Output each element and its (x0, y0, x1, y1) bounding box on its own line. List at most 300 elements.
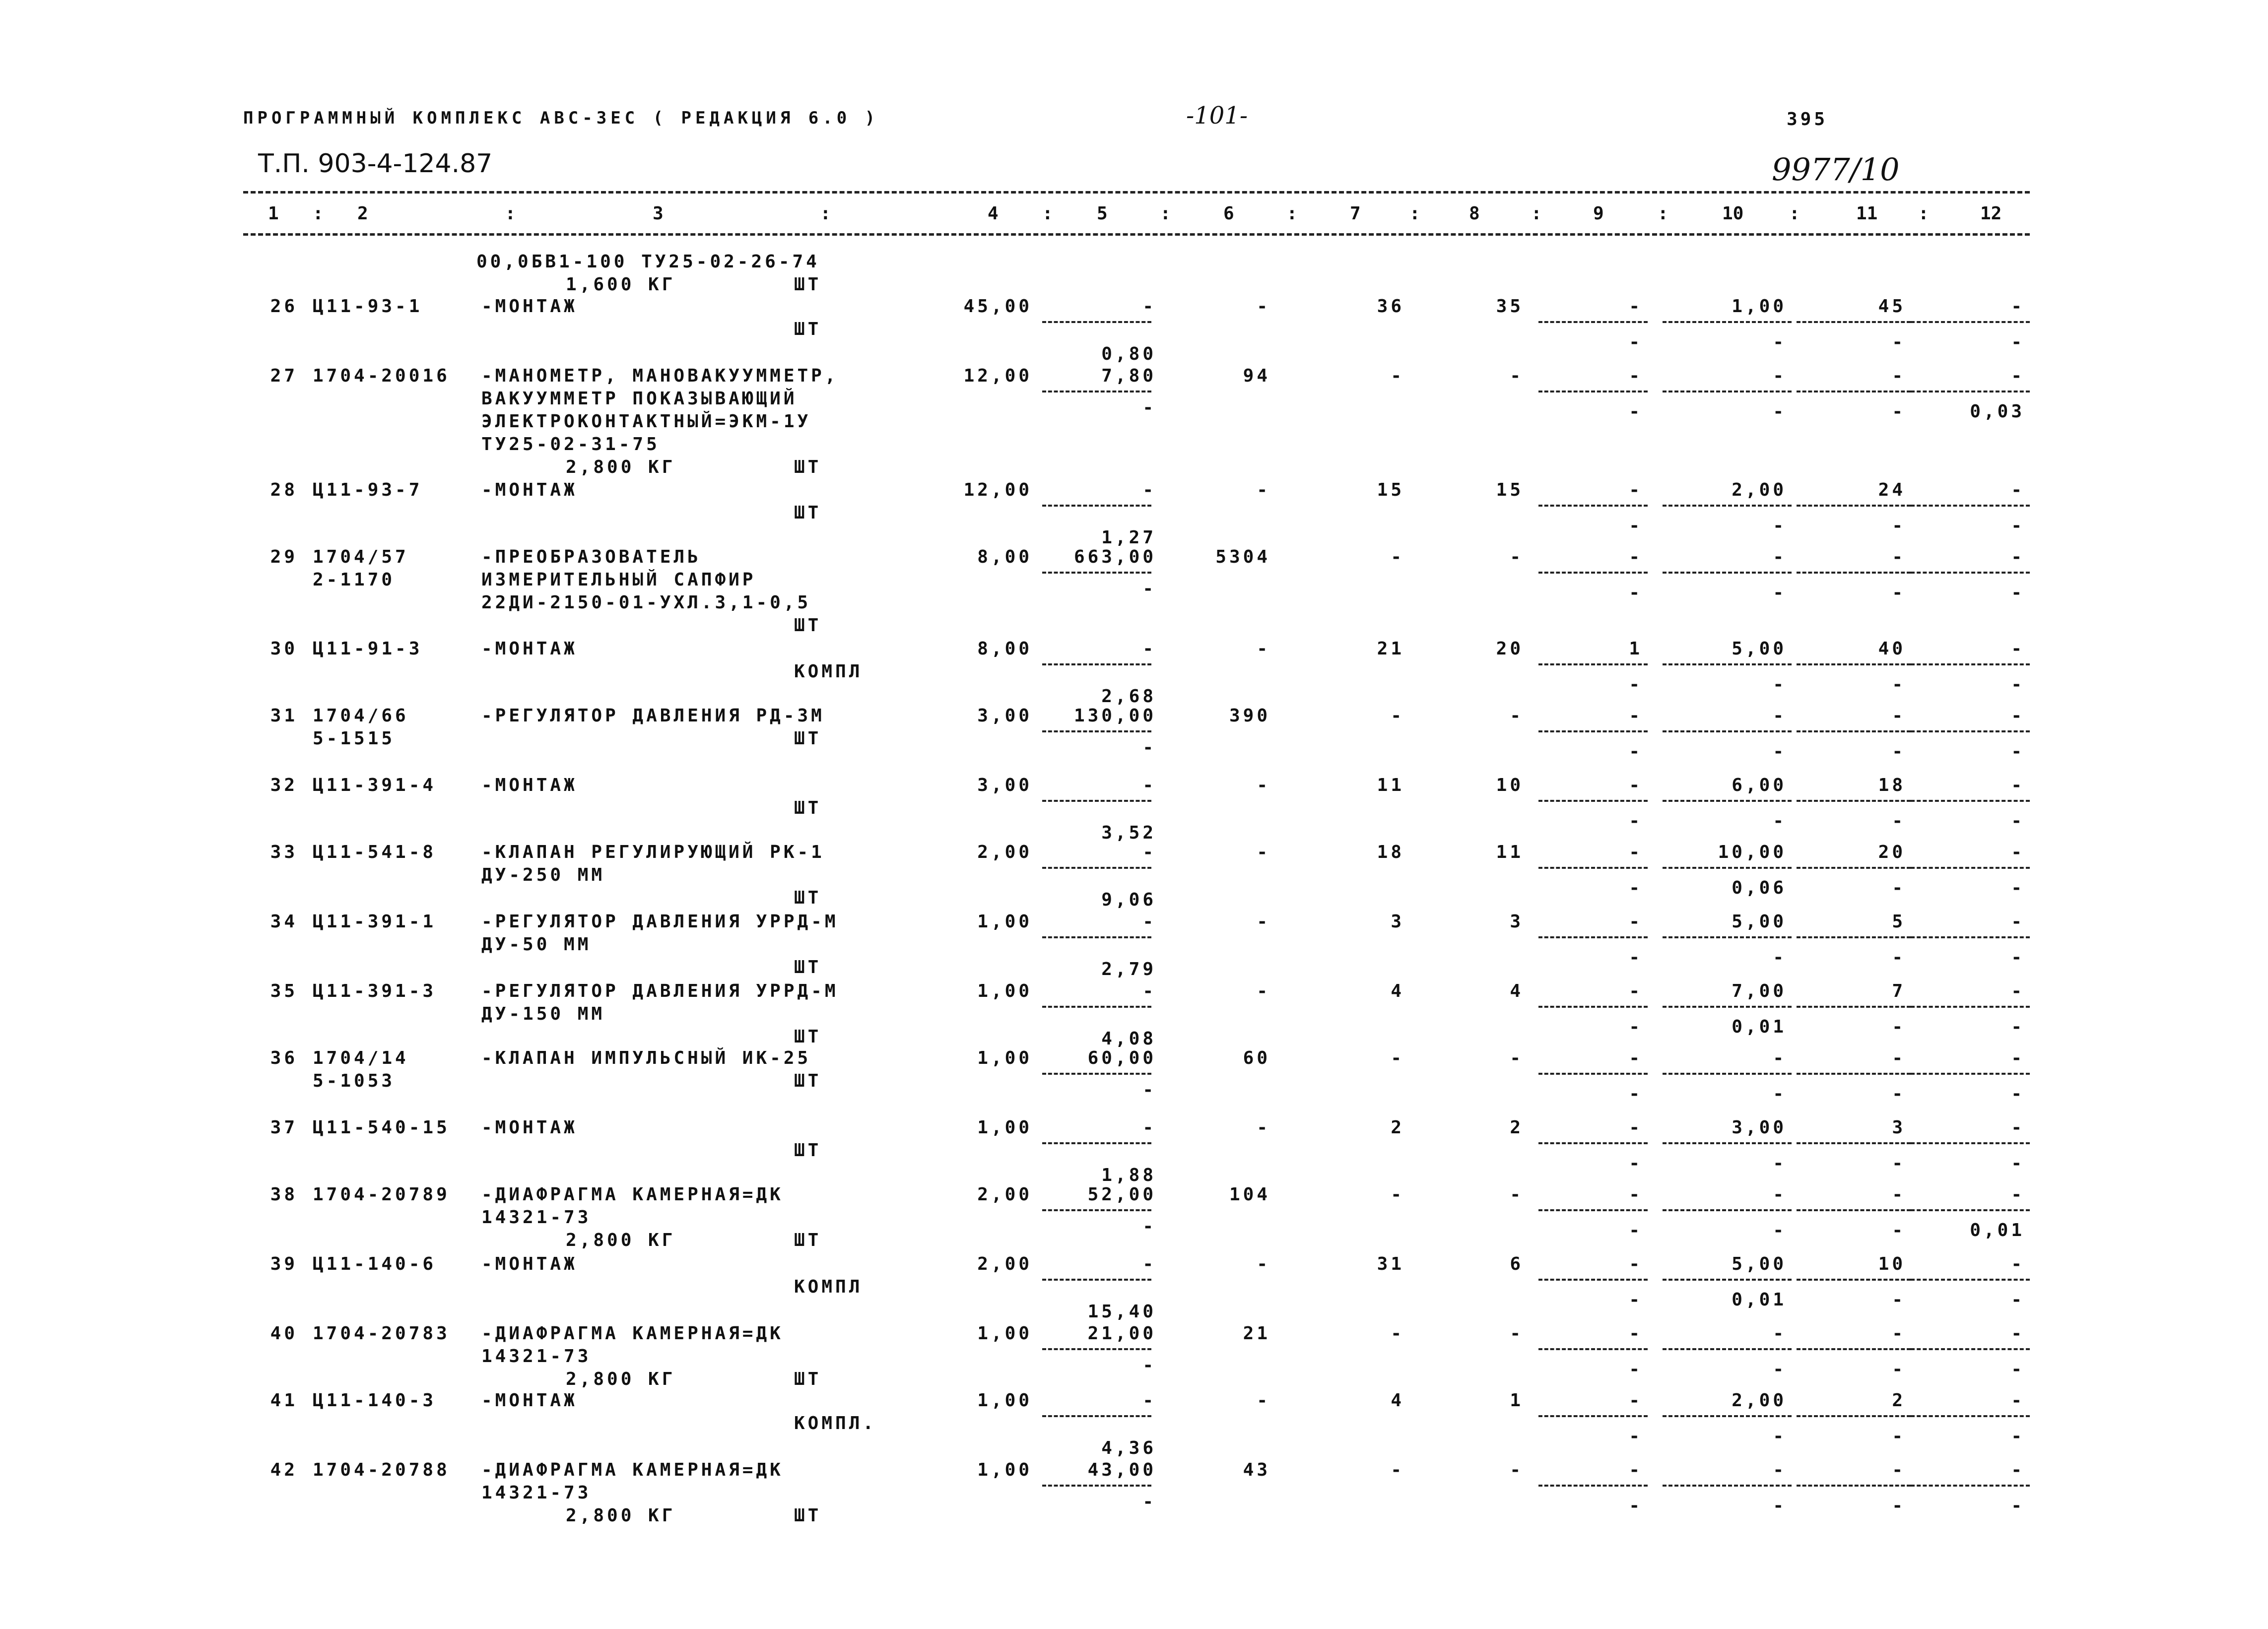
col5-value: 52,00 (1087, 1184, 1156, 1205)
col6-value: - (1257, 1254, 1270, 1274)
position-code: Ц11-140-3 (313, 1390, 437, 1411)
quantity: 8,00 (977, 547, 1032, 567)
c12-value-lower: - (2011, 674, 2025, 695)
cell-separator (1797, 1348, 1911, 1350)
quantity: 12,00 (963, 480, 1032, 500)
c12-value: - (2011, 842, 2025, 862)
c9-value-lower: - (1629, 1220, 1643, 1240)
row-number: 41 (270, 1390, 298, 1411)
column-number: 8 (1469, 203, 1480, 224)
col5-value-lower: - (1142, 579, 1156, 599)
cell-separator (1797, 936, 1911, 938)
c9-value-lower: - (1629, 1017, 1643, 1037)
c10-value: 1,00 (1732, 296, 1787, 317)
position-code-secondary: 5-1053 (313, 1071, 396, 1091)
c10-value-lower: - (1773, 674, 1787, 695)
position-code: Ц11-93-1 (313, 296, 423, 317)
quantity: 1,00 (977, 1117, 1032, 1138)
column-separator: : (820, 203, 831, 224)
col6-value: - (1257, 912, 1270, 932)
col5-value-lower: 2,68 (1101, 686, 1156, 707)
item-name-line: ДУ-150 ММ (481, 1004, 605, 1024)
row-number: 37 (270, 1117, 298, 1138)
c10-value: - (1773, 547, 1787, 567)
cell-separator (1042, 321, 1151, 323)
c9-value-lower: - (1629, 1496, 1643, 1516)
cell-separator (1911, 1073, 2030, 1075)
cell-separator (1797, 1006, 1911, 1008)
c12-value: - (2011, 547, 2025, 567)
col7-value: 3 (1391, 912, 1404, 932)
cell-separator (1663, 1279, 1792, 1281)
cell-separator (1538, 391, 1648, 392)
row-number: 39 (270, 1254, 298, 1274)
col5-value: 21,00 (1087, 1323, 1156, 1344)
item-name-line: ИЗМЕРИТЕЛЬНЫЙ САПФИР (481, 570, 756, 590)
c11-value: 18 (1878, 775, 1906, 795)
cell-separator (1663, 1006, 1792, 1008)
item-name-line: -МАНОМЕТР, МАНОВАКУУММЕТР, (481, 366, 839, 386)
row-number: 36 (270, 1048, 298, 1068)
cell-separator (1797, 800, 1911, 802)
item-name-line: 14321-73 (481, 1483, 592, 1503)
item-name-line: 2,800 КГ (566, 1505, 676, 1526)
cell-separator (1911, 1209, 2030, 1211)
col5-value-lower: - (1142, 737, 1156, 758)
cell-separator (1538, 505, 1648, 507)
col7-value: - (1391, 547, 1404, 567)
c9-value: - (1629, 1048, 1643, 1068)
col5-value: - (1142, 1390, 1156, 1411)
c9-value-lower: - (1629, 1084, 1643, 1104)
col8-value: - (1510, 706, 1524, 726)
cell-separator (1538, 1006, 1648, 1008)
col7-value: 2 (1391, 1117, 1404, 1138)
item-name-line: -МОНТАЖ (481, 775, 578, 795)
row-number: 27 (270, 366, 298, 386)
col5-value: - (1142, 1254, 1156, 1274)
c11-value: - (1892, 1048, 1906, 1068)
item-name-line: -МОНТАЖ (481, 480, 578, 500)
col5-value: - (1142, 1117, 1156, 1138)
cell-separator (1663, 505, 1792, 507)
col5-value-lower: 0,80 (1101, 344, 1156, 364)
item-name-line: ВАКУУММЕТР ПОКАЗЫВАЮЩИЙ (481, 389, 798, 409)
c10-value: - (1773, 1184, 1787, 1205)
cell-separator (1042, 800, 1151, 802)
c12-value: - (2011, 1254, 2025, 1274)
item-name-line: -ДИАФРАГМА КАМЕРНАЯ=ДК (481, 1323, 784, 1344)
column-separator: : (505, 203, 516, 224)
c12-value: - (2011, 366, 2025, 386)
c11-value-lower: - (1892, 332, 1906, 352)
cell-separator (1663, 1348, 1792, 1350)
col5-value: - (1142, 981, 1156, 1001)
row-number: 38 (270, 1184, 298, 1205)
c11-value-lower: - (1892, 1017, 1906, 1037)
c9-value-lower: - (1629, 878, 1643, 898)
col6-value: - (1257, 1117, 1270, 1138)
col8-value: 35 (1496, 296, 1524, 317)
cell-separator (1797, 1485, 1911, 1487)
col5-value-lower: 2,79 (1101, 959, 1156, 979)
cell-separator (1042, 663, 1151, 665)
quantity: 1,00 (977, 1323, 1032, 1344)
c10-value-lower: - (1773, 811, 1787, 831)
cell-separator (1797, 867, 1911, 869)
c11-value: - (1892, 547, 1906, 567)
item-name-line: -КЛАПАН ИМПУЛЬСНЫЙ ИК-25 (481, 1048, 811, 1068)
c9-value: - (1629, 775, 1643, 795)
column-number: 2 (357, 203, 368, 224)
col7-value: 31 (1377, 1254, 1404, 1274)
c9-value-lower: - (1629, 811, 1643, 831)
item-name-line: -РЕГУЛЯТОР ДАВЛЕНИЯ РД-3М (481, 706, 825, 726)
item-name-line: 14321-73 (481, 1207, 592, 1228)
cell-separator (1538, 1485, 1648, 1487)
c11-value: 24 (1878, 480, 1906, 500)
col8-value: 11 (1496, 842, 1524, 862)
quantity: 1,00 (977, 1390, 1032, 1411)
cell-separator (1042, 1209, 1151, 1211)
unit-of-measure: ШТ (794, 319, 822, 339)
col6-value: 60 (1243, 1048, 1270, 1068)
column-number: 6 (1223, 203, 1234, 224)
c9-value-lower: - (1629, 1290, 1643, 1310)
quantity: 45,00 (963, 296, 1032, 317)
cell-separator (1797, 663, 1911, 665)
c11-value: - (1892, 1323, 1906, 1344)
item-name-line: -ДИАФРАГМА КАМЕРНАЯ=ДК (481, 1460, 784, 1480)
position-code: Ц11-93-7 (313, 480, 423, 500)
project-code: Т.П. 903-4-124.87 (258, 149, 493, 179)
cell-separator (1663, 1209, 1792, 1211)
c12-value: - (2011, 480, 2025, 500)
c11-value-lower: - (1892, 1220, 1906, 1240)
quantity: 1,00 (977, 912, 1032, 932)
c11-value-lower: - (1892, 947, 1906, 968)
quantity: 2,00 (977, 1254, 1032, 1274)
col7-value: - (1391, 1323, 1404, 1344)
c11-value: 2 (1892, 1390, 1906, 1411)
cell-separator (1042, 1415, 1151, 1417)
column-number: 10 (1722, 203, 1744, 224)
position-code: Ц11-140-6 (313, 1254, 437, 1274)
c10-value-lower: - (1773, 1426, 1787, 1446)
cell-separator (1538, 936, 1648, 938)
cell-separator (1042, 1006, 1151, 1008)
c9-value: - (1629, 1184, 1643, 1205)
c11-value-lower: - (1892, 1426, 1906, 1446)
cell-separator (1663, 391, 1792, 392)
unit-of-measure: ШТ (794, 1369, 822, 1389)
item-name-line: -МОНТАЖ (481, 296, 578, 317)
row-number: 33 (270, 842, 298, 862)
col5-value: 60,00 (1087, 1048, 1156, 1068)
c12-value: - (2011, 1323, 2025, 1344)
c10-value-lower: 0,01 (1732, 1290, 1787, 1310)
cell-separator (1911, 730, 2030, 732)
col7-value: 11 (1377, 775, 1404, 795)
cell-separator (1538, 1415, 1648, 1417)
c11-value: 40 (1878, 639, 1906, 659)
unit-of-measure: КОМПЛ (794, 661, 863, 682)
c10-value: 7,00 (1732, 981, 1787, 1001)
c11-value: 10 (1878, 1254, 1906, 1274)
row-number: 35 (270, 981, 298, 1001)
c12-value-lower: - (2011, 1359, 2025, 1379)
col5-value-lower: 1,27 (1101, 527, 1156, 548)
cell-separator (1911, 800, 2030, 802)
c9-value-lower: - (1629, 741, 1643, 762)
item-name-line: 1,600 КГ (566, 274, 676, 295)
position-code: Ц11-391-3 (313, 981, 437, 1001)
c10-value: 6,00 (1732, 775, 1787, 795)
position-code: 1704-20783 (313, 1323, 450, 1344)
c12-value: - (2011, 1184, 2025, 1205)
c10-value: 5,00 (1732, 639, 1787, 659)
col8-value: 3 (1510, 912, 1524, 932)
col8-value: - (1510, 547, 1524, 567)
unit-of-measure: ШТ (794, 503, 822, 523)
col8-value: 1 (1510, 1390, 1524, 1411)
column-separator: : (1918, 203, 1929, 224)
c9-value: - (1629, 1323, 1643, 1344)
quantity: 1,00 (977, 1460, 1032, 1480)
c12-value: - (2011, 775, 2025, 795)
c10-value: 3,00 (1732, 1117, 1787, 1138)
row-number: 29 (270, 547, 298, 567)
c11-value-lower: - (1892, 401, 1906, 422)
c11-value-lower: - (1892, 674, 1906, 695)
unit-of-measure: ШТ (794, 1027, 822, 1047)
column-number: 5 (1097, 203, 1108, 224)
col5-value-lower: - (1142, 1080, 1156, 1100)
column-separator: : (1789, 203, 1800, 224)
c9-value-lower: - (1629, 947, 1643, 968)
position-code: 1704/57 (313, 547, 409, 567)
quantity: 1,00 (977, 1048, 1032, 1068)
c11-value: 20 (1878, 842, 1906, 862)
cell-separator (1663, 1073, 1792, 1075)
unit-of-measure: ШТ (794, 888, 822, 908)
item-name-line: 2,800 КГ (566, 457, 676, 477)
unit-of-measure: ШТ (794, 457, 822, 477)
cell-separator (1911, 1279, 2030, 1281)
c9-value: - (1629, 480, 1643, 500)
item-name-line: -МОНТАЖ (481, 639, 578, 659)
col5-value: 43,00 (1087, 1460, 1156, 1480)
c11-value-lower: - (1892, 516, 1906, 536)
col8-value: 6 (1510, 1254, 1524, 1274)
col8-value: - (1510, 1048, 1524, 1068)
unit-of-measure: ШТ (794, 274, 822, 295)
c12-value: - (2011, 296, 2025, 317)
cell-separator (1538, 1209, 1648, 1211)
c10-value-lower: - (1773, 947, 1787, 968)
col6-value: 390 (1229, 706, 1270, 726)
col7-value: - (1391, 1184, 1404, 1205)
c12-value-lower: 0,03 (1970, 401, 2025, 422)
header-rule-bottom (243, 233, 2030, 236)
cell-separator (1911, 936, 2030, 938)
quantity: 1,00 (977, 981, 1032, 1001)
c11-value-lower: - (1892, 1084, 1906, 1104)
col8-value: 20 (1496, 639, 1524, 659)
col6-value: - (1257, 296, 1270, 317)
page-number: 395 (1787, 109, 1828, 130)
item-name-line: ТУ25-02-31-75 (481, 434, 660, 455)
c12-value: - (2011, 1117, 2025, 1138)
c11-value-lower: - (1892, 583, 1906, 603)
col5-value-lower: 4,08 (1101, 1029, 1156, 1049)
cell-separator (1797, 321, 1911, 323)
col5-value-lower: - (1142, 1216, 1156, 1237)
c10-value: - (1773, 1323, 1787, 1344)
c9-value: - (1629, 1254, 1643, 1274)
row-number: 32 (270, 775, 298, 795)
item-name-line: 2,800 КГ (566, 1369, 676, 1389)
c9-value: 1 (1629, 639, 1643, 659)
cell-separator (1797, 1073, 1911, 1075)
col7-value: 18 (1377, 842, 1404, 862)
cell-separator (1911, 391, 2030, 392)
c10-value: 2,00 (1732, 1390, 1787, 1411)
col5-value: - (1142, 912, 1156, 932)
quantity: 2,00 (977, 842, 1032, 862)
row-number: 34 (270, 912, 298, 932)
c9-value: - (1629, 912, 1643, 932)
position-code-secondary: 5-1515 (313, 728, 396, 749)
c9-value-lower: - (1629, 1426, 1643, 1446)
cell-separator (1911, 867, 2030, 869)
cell-separator (1663, 800, 1792, 802)
col5-value: 7,80 (1101, 366, 1156, 386)
item-name-line: ЭЛЕКТРОКОНТАКТНЫЙ=ЭКМ-1У (481, 411, 811, 432)
cell-separator (1042, 730, 1151, 732)
col7-value: 4 (1391, 1390, 1404, 1411)
unit-of-measure: ШТ (794, 957, 822, 977)
row-number: 26 (270, 296, 298, 317)
cell-separator (1663, 1142, 1792, 1144)
c12-value-lower: - (2011, 1290, 2025, 1310)
c12-value-lower: - (2011, 1496, 2025, 1516)
cell-separator (1042, 1485, 1151, 1487)
cell-separator (1663, 936, 1792, 938)
c9-value: - (1629, 981, 1643, 1001)
cell-separator (1911, 1348, 2030, 1350)
col7-value: 15 (1377, 480, 1404, 500)
column-number: 4 (988, 203, 999, 224)
cell-separator (1042, 1348, 1151, 1350)
col5-value: - (1142, 842, 1156, 862)
item-name-line: 00,0БВ1-100 ТУ25-02-26-74 (476, 252, 820, 272)
unit-of-measure: ШТ (794, 798, 822, 818)
position-code: 1704/14 (313, 1048, 409, 1068)
c12-value-lower: - (2011, 1017, 2025, 1037)
col5-value: 663,00 (1073, 547, 1156, 567)
row-number: 42 (270, 1460, 298, 1480)
column-separator: : (1409, 203, 1420, 224)
cell-separator (1538, 1142, 1648, 1144)
col5-value: - (1142, 296, 1156, 317)
c11-value: - (1892, 1460, 1906, 1480)
col6-value: 21 (1243, 1323, 1270, 1344)
row-number: 28 (270, 480, 298, 500)
c12-value-lower: - (2011, 1153, 2025, 1173)
c11-value: 3 (1892, 1117, 1906, 1138)
cell-separator (1663, 730, 1792, 732)
c12-value: - (2011, 912, 2025, 932)
row-number: 30 (270, 639, 298, 659)
c10-value-lower: - (1773, 516, 1787, 536)
col8-value: 4 (1510, 981, 1524, 1001)
column-separator: : (1160, 203, 1171, 224)
col6-value: 94 (1243, 366, 1270, 386)
col6-value: - (1257, 775, 1270, 795)
c11-value-lower: - (1892, 741, 1906, 762)
album-code: 9977/10 (1772, 151, 1900, 188)
c10-value: - (1773, 706, 1787, 726)
col5-value: - (1142, 480, 1156, 500)
cell-separator (1042, 936, 1151, 938)
col8-value: 15 (1496, 480, 1524, 500)
c9-value-lower: - (1629, 401, 1643, 422)
c9-value-lower: - (1629, 1153, 1643, 1173)
column-number: 3 (653, 203, 664, 224)
unit-of-measure: ШТ (794, 1230, 822, 1250)
item-name-line: 22ДИ-2150-01-УХЛ.3,1-0,5 (481, 592, 811, 613)
column-number: 11 (1856, 203, 1878, 224)
cell-separator (1538, 800, 1648, 802)
c12-value: - (2011, 639, 2025, 659)
col6-value: 43 (1243, 1460, 1270, 1480)
cell-separator (1911, 1485, 2030, 1487)
col7-value: 4 (1391, 981, 1404, 1001)
c10-value: 5,00 (1732, 1254, 1787, 1274)
item-name-line: -МОНТАЖ (481, 1254, 578, 1274)
col5-value: - (1142, 775, 1156, 795)
col7-value: 21 (1377, 639, 1404, 659)
col7-value: - (1391, 366, 1404, 386)
c10-value-lower: 0,06 (1732, 878, 1787, 898)
col7-value: - (1391, 1460, 1404, 1480)
c10-value-lower: - (1773, 1084, 1787, 1104)
column-separator: : (1286, 203, 1298, 224)
c11-value-lower: - (1892, 1496, 1906, 1516)
column-separator: : (1531, 203, 1542, 224)
quantity: 3,00 (977, 775, 1032, 795)
c12-value: - (2011, 1460, 2025, 1480)
position-code: Ц11-91-3 (313, 639, 423, 659)
cell-separator (1663, 1415, 1792, 1417)
cell-separator (1538, 572, 1648, 574)
cell-separator (1538, 321, 1648, 323)
cell-separator (1797, 505, 1911, 507)
cell-separator (1911, 663, 2030, 665)
c12-value-lower: - (2011, 516, 2025, 536)
c9-value-lower: - (1629, 583, 1643, 603)
c11-value: - (1892, 366, 1906, 386)
c9-value-lower: - (1629, 674, 1643, 695)
col8-value: - (1510, 366, 1524, 386)
cell-separator (1911, 572, 2030, 574)
c11-value: - (1892, 1184, 1906, 1205)
c12-value: - (2011, 706, 2025, 726)
cell-separator (1663, 572, 1792, 574)
cell-separator (1797, 730, 1911, 732)
cell-separator (1042, 1073, 1151, 1075)
